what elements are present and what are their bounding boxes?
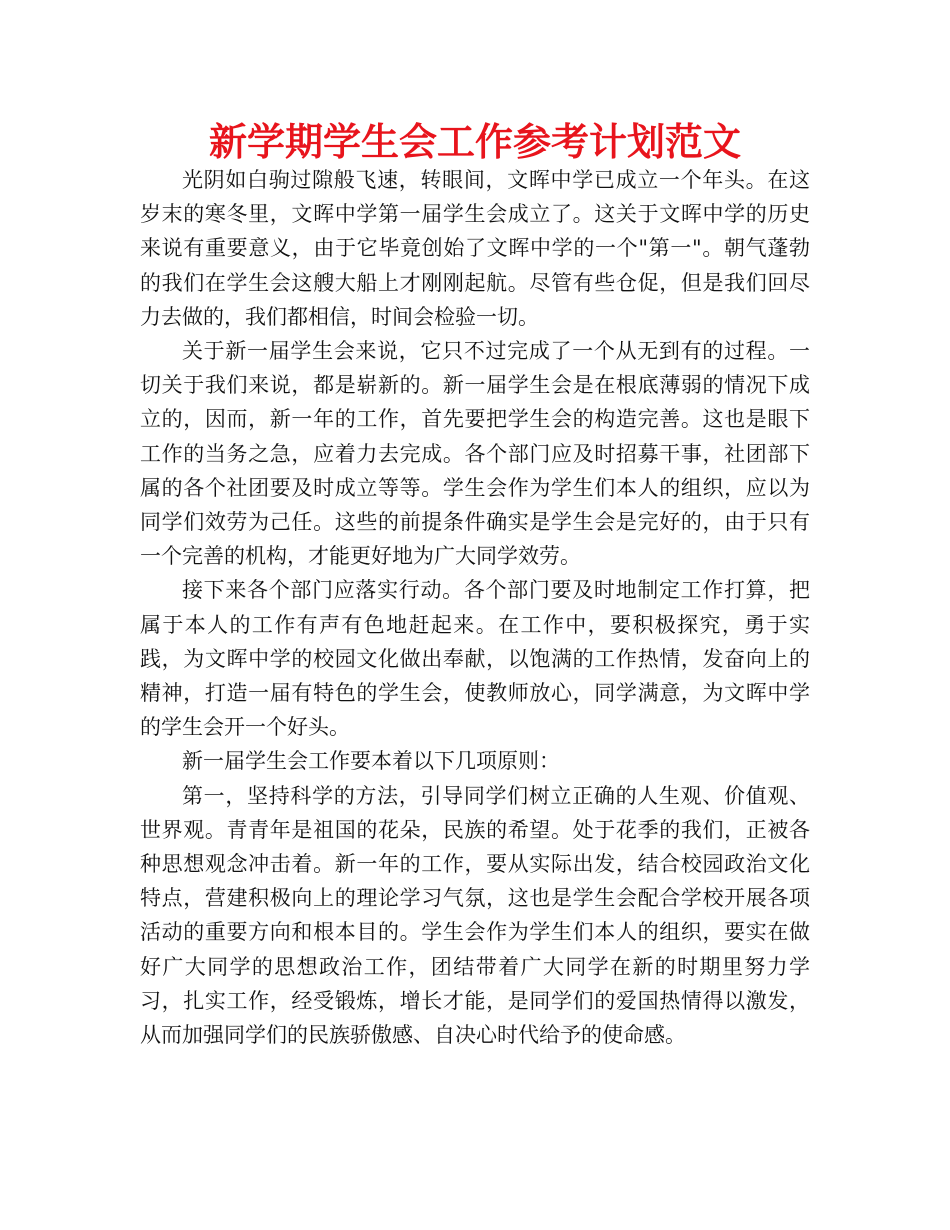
paragraph-3: 接下来各个部门应落实行动。各个部门要及时地制定工作打算，把属于本人的工作有声有色地赶起来。在工作中，要积极探究，勇于实践，为文晖中学的校园文化做出奉献，以饱满的工作热情，发奋向上的精神，打造一届有特色的学生会，使教师放心，同学满意，为文晖中学的学生会开一个好头。 (140, 578, 810, 740)
paragraph-2: 关于新一届学生会来说，它只不过完成了一个从无到有的过程。一切关于我们来说，都是崭新的。新一届学生会是在根底薄弱的情况下成立的，因而，新一年的工作，首先要把学生会的构造完善。这也是眼下工作的当务之急，应着力去完成。各个部门应及时招募干事，社团部下属的各个社团要及时成立等等。学生会作为学生们本人的组织，应以为同学们效劳为己任。这些的前提条件确实是学生会是完好的，由于只有一个完善的机构，才能更好地为广大同学效劳。 (140, 339, 810, 569)
document-body (140, 163, 810, 1052)
paragraph-5: 第一，坚持科学的方法，引导同学们树立正确的人生观、价值观、世界观。青青年是祖国的花朵，民族的希望。处于花季的我们，正被各种思想观念冲击着。新一年的工作，要从实际出发，结合校园政治文化特点，营建积极向上的理论学习气氛，这也是学生会配合学校开展各项活动的重要方向和根本目的。学生会作为学生们本人的组织，要实在做好广大同学的思想政治工作，团结带着广大同学在新的时期里努力学习，扎实工作，经受锻炼，增长才能，是同学们的爱国热情得以激发，从而加强同学们的民族骄傲感、自决心时代给予的使命感。 (140, 783, 810, 1048)
paragraph-1: 光阴如白驹过隙般飞速，转眼间，文晖中学已成立一个年头。在这岁末的寒冬里，文晖中学第一届学生会成立了。这关于文晖中学的历史来说有重要意义，由于它毕竟创始了文晖中学的一个"第一"。朝气蓬勃的我们在学生会这艘大船上才刚刚起航。尽管有些仓促，但是我们回尽力去做的，我们都相信，时间会检验一切。 (140, 168, 810, 329)
paragraph-4: 新一届学生会工作要本着以下几项原则： (182, 749, 560, 774)
document-title: 新学期学生会工作参考计划范文 (208, 120, 741, 164)
